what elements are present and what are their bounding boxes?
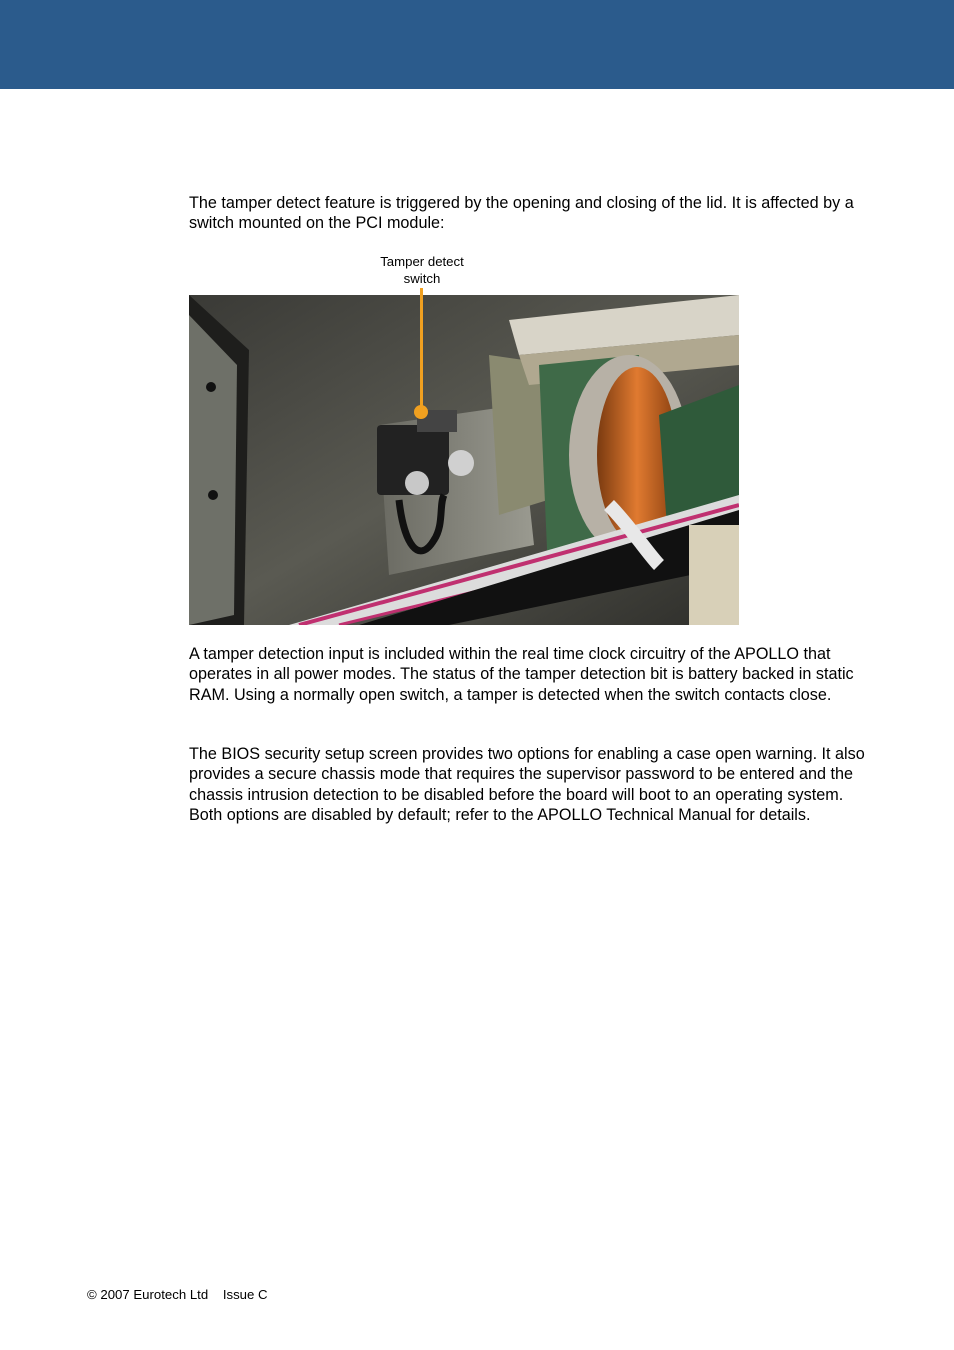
callout-line-2: switch (403, 271, 441, 286)
callout-leader-dot (414, 405, 428, 419)
callout-line-1: Tamper detect (380, 254, 464, 269)
footer-copyright: © 2007 Eurotech Ltd (87, 1287, 209, 1302)
rtc-paragraph: A tamper detection input is included within the real time clock circuitry of the APOLLO that operates in all power modes. The status of the tamper detection bit is battery backed in static RAM. Using a normally open switch, a tamper is detected when the switch contacts close. (189, 645, 854, 704)
callout-leader-line (420, 288, 423, 414)
tamper-switch-photo (189, 295, 739, 625)
footer-issue: Issue C (222, 1287, 268, 1302)
header-bar (0, 0, 954, 89)
bios-paragraph: The BIOS security setup screen provides two options for enabling a case open warning. It also provides a secure chassis mode that requires the supervisor password to be entered and the chassis intrusion detection to be disabled before the board will boot to an operating system. Both options are disabled by default; refer to the APOLLO Technical Manual for details. (189, 745, 865, 825)
tamper-switch-callout (352, 253, 492, 287)
photo-illustration (189, 295, 739, 625)
page-footer (87, 1287, 268, 1303)
intro-paragraph: The tamper detect feature is triggered by the opening and closing of the lid. It is affected by a switch mounted on the PCI module: (189, 194, 854, 233)
